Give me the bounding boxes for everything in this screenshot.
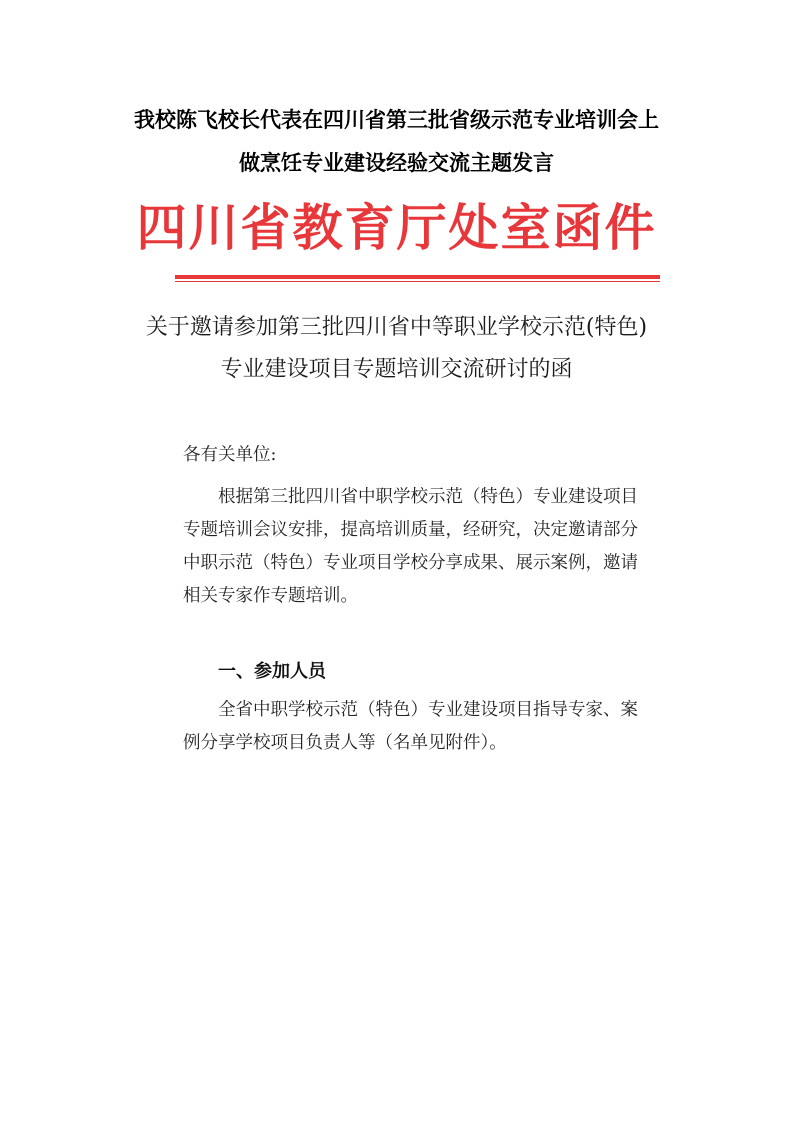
page-heading-line-1: 我校陈飞校长代表在四川省第三批省级示范专业培训会上 xyxy=(134,108,659,132)
letter-title-line-1: 关于邀请参加第三批四川省中等职业学校示范(特色) xyxy=(145,315,648,340)
letter-title-line-2: 专业建设项目专题培训交流研讨的函 xyxy=(220,357,573,382)
salutation: 各有关单位: xyxy=(183,445,277,465)
page-heading-line-2: 做烹饪专业建设经验交流主题发言 xyxy=(239,151,554,175)
letterhead-thin-rule xyxy=(175,281,660,282)
letterhead-title: 四川省教育厅处室函件 xyxy=(136,199,657,257)
section-heading-1: 一、参加人员 xyxy=(218,661,326,682)
letterhead-thick-rule xyxy=(175,275,660,279)
body-paragraph-2: 全省中职学校示范（特色）专业建设项目指导专家、案例分享学校项目负责人等（名单见附件）。 xyxy=(183,700,638,753)
body-paragraph-1: 根据第三批四川省中职学校示范（特色）专业建设项目专题培训会议安排，提高培训质量，经研究，决定邀请部分中职示范（特色）专业项目学校分享成果、展示案例，邀请相关专家作专题培训。 xyxy=(183,487,638,606)
